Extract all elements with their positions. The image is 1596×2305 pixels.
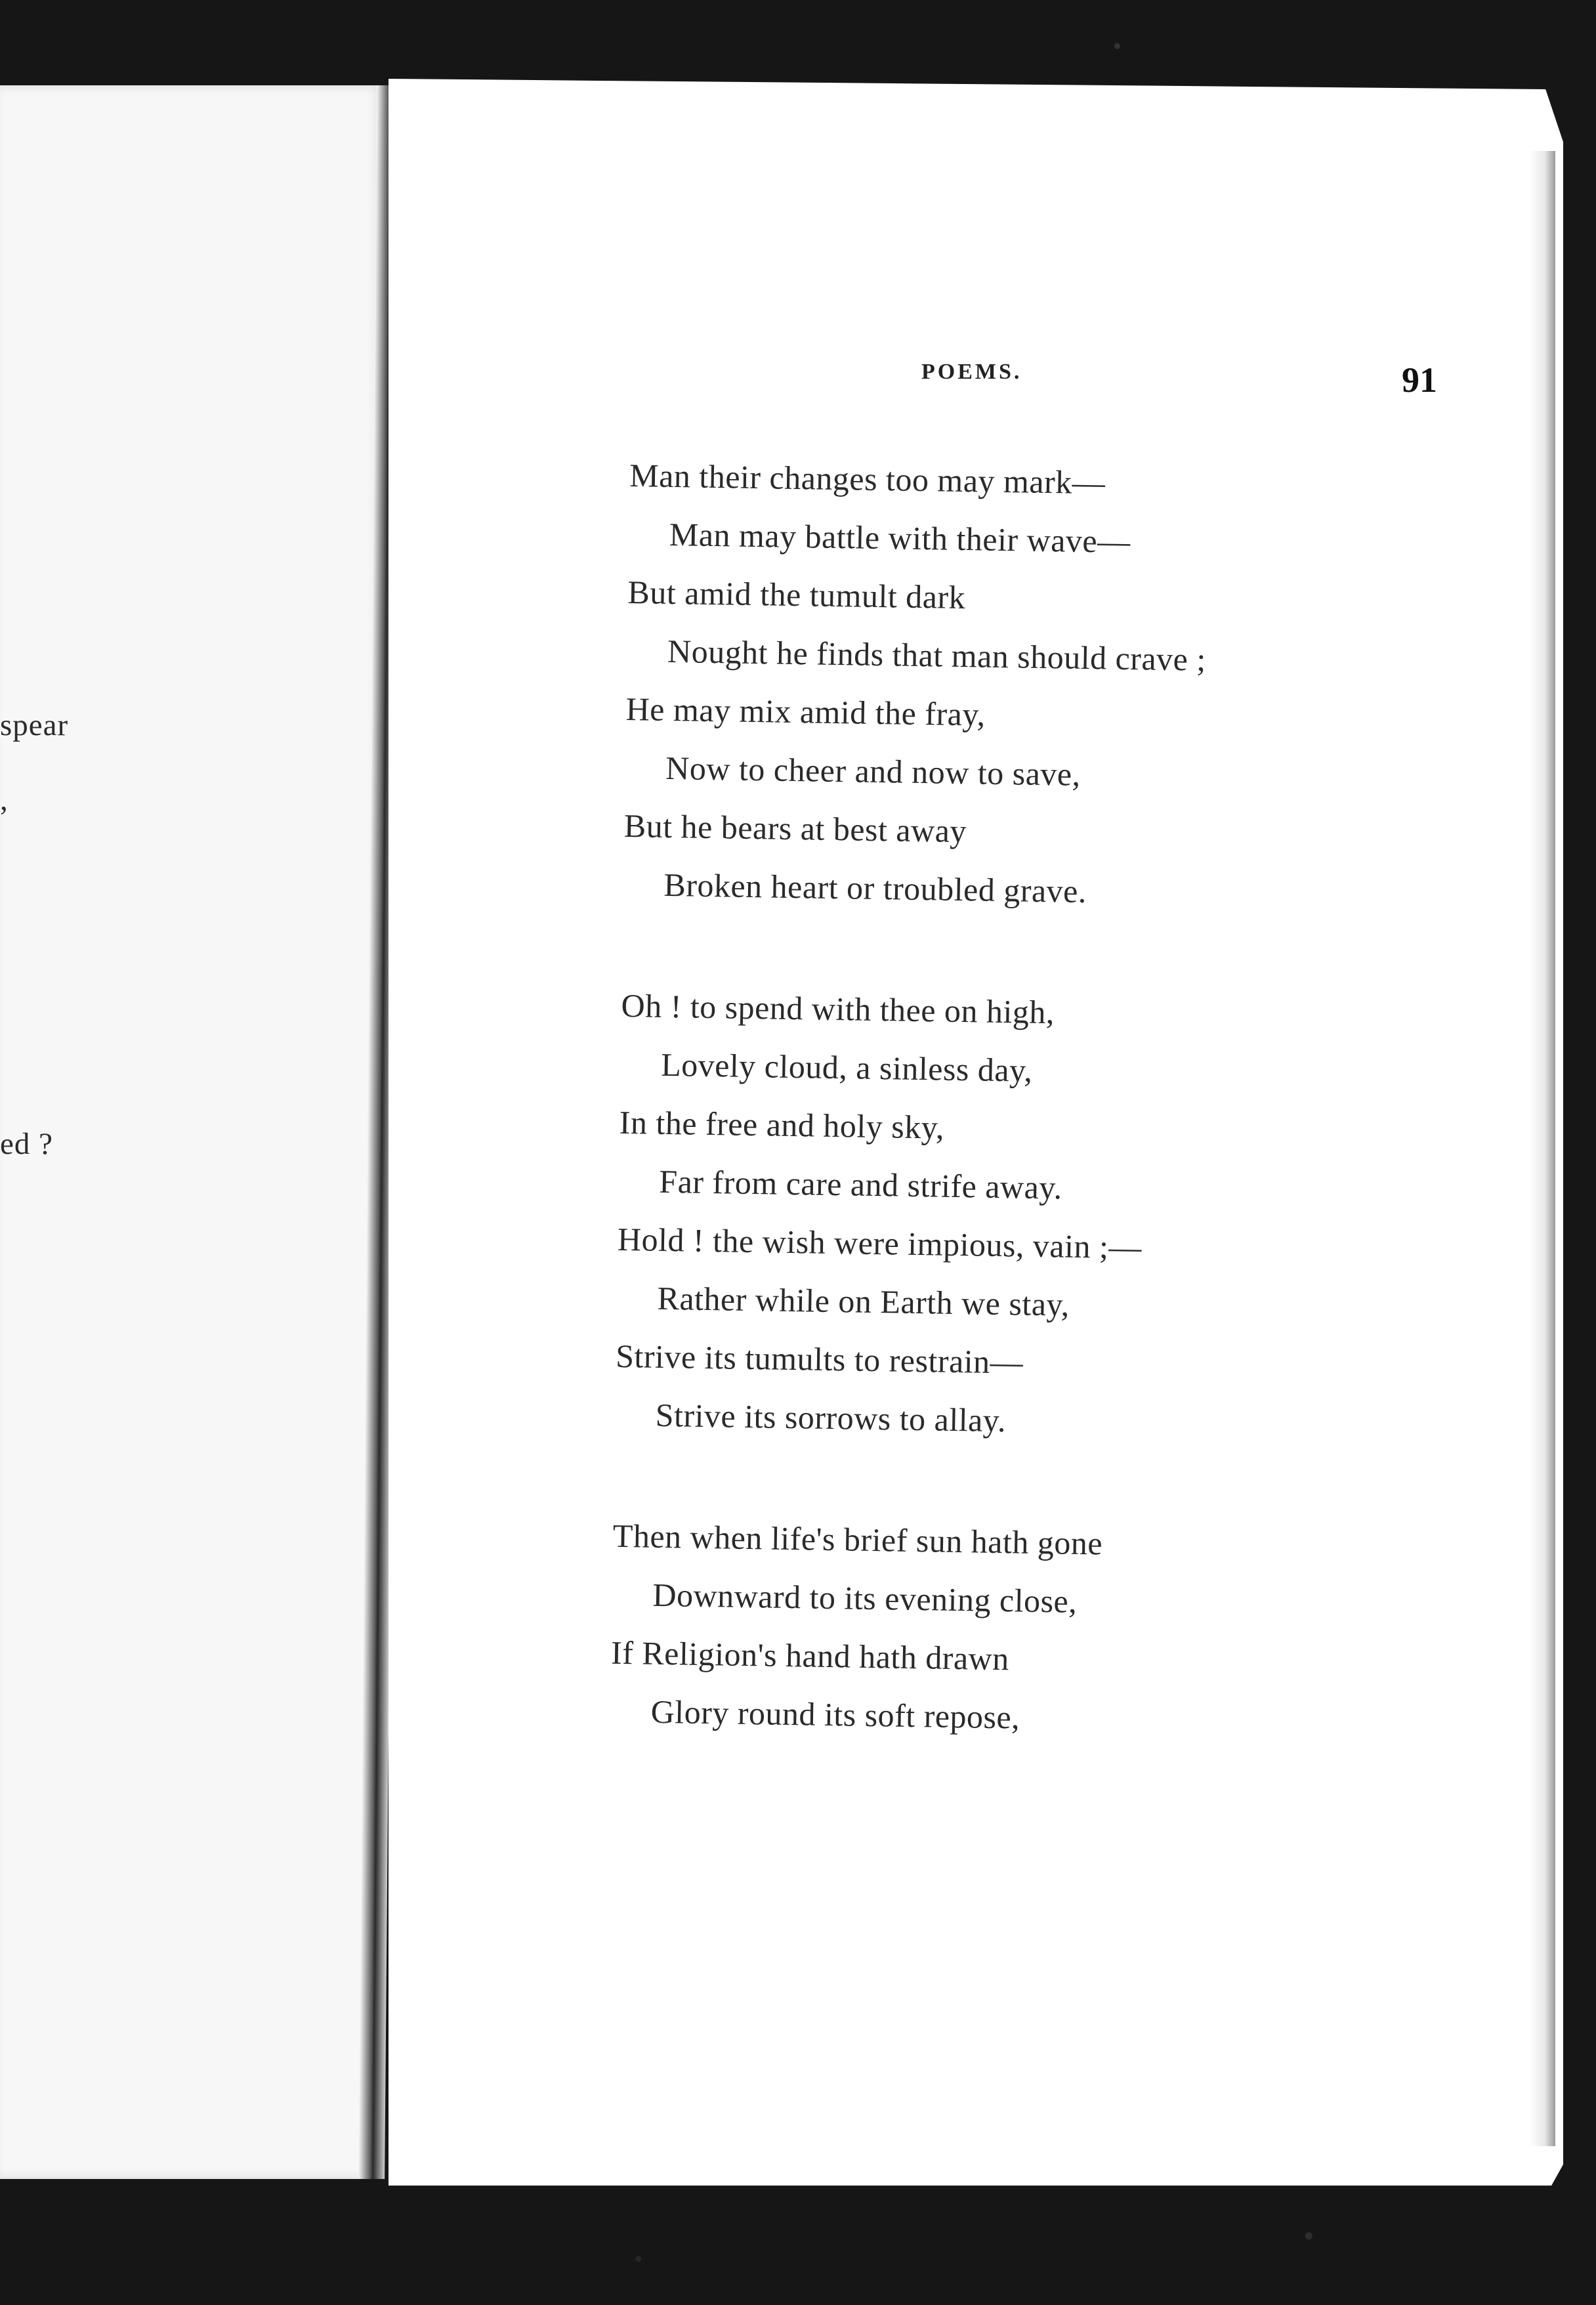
poem-line: Strive its sorrows to allay. [655, 1396, 1007, 1439]
poem-line: Oh ! to spend with thee on high, [621, 986, 1055, 1031]
poem-line: Glory round its soft repose, [650, 1693, 1020, 1736]
poem-line: Nought he finds that man should crave ; [667, 632, 1207, 678]
page-edge [1529, 151, 1555, 2146]
poem-line: But amid the tumult dark [627, 573, 966, 616]
poem-line: He may mix amid the fray, [625, 690, 986, 733]
stanza [623, 446, 1483, 927]
poem-line: Man their changes too may mark— [629, 456, 1106, 501]
poem-line: Far from care and strife away. [658, 1162, 1063, 1206]
poem-line: Now to cheer and now to save, [665, 749, 1082, 793]
poem-line: Hold ! the wish were impious, vain ;— [617, 1220, 1143, 1266]
poem-line: Lovely cloud, a sinless day, [660, 1046, 1033, 1089]
poem-line: Downward to its evening close, [652, 1576, 1078, 1620]
poem-line: Then when life's brief sun hath gone [612, 1517, 1103, 1562]
poem-line: Man may battle with their wave— [669, 515, 1131, 560]
poem-text [609, 446, 1483, 1817]
left-page-fragment: spear [0, 708, 69, 742]
poem-line: Strive its tumults to restrain— [615, 1337, 1024, 1381]
left-page-fragment: ed ? [0, 1127, 53, 1161]
poem-line: In the free and holy sky, [619, 1103, 945, 1146]
poem-line: Rather while on Earth we stay, [657, 1279, 1070, 1323]
left-page-fragment: , [0, 783, 9, 817]
left-page [0, 85, 384, 2179]
running-head: POEMS. [921, 360, 1022, 384]
poem-line: Broken heart or troubled grave. [663, 866, 1087, 910]
stanza [614, 977, 1475, 1457]
stanza [610, 1507, 1466, 1754]
poem-line: If Religion's hand hath drawn [610, 1634, 1010, 1678]
page-number: 91 [1402, 360, 1437, 400]
poem-line: But he bears at best away [623, 807, 967, 850]
